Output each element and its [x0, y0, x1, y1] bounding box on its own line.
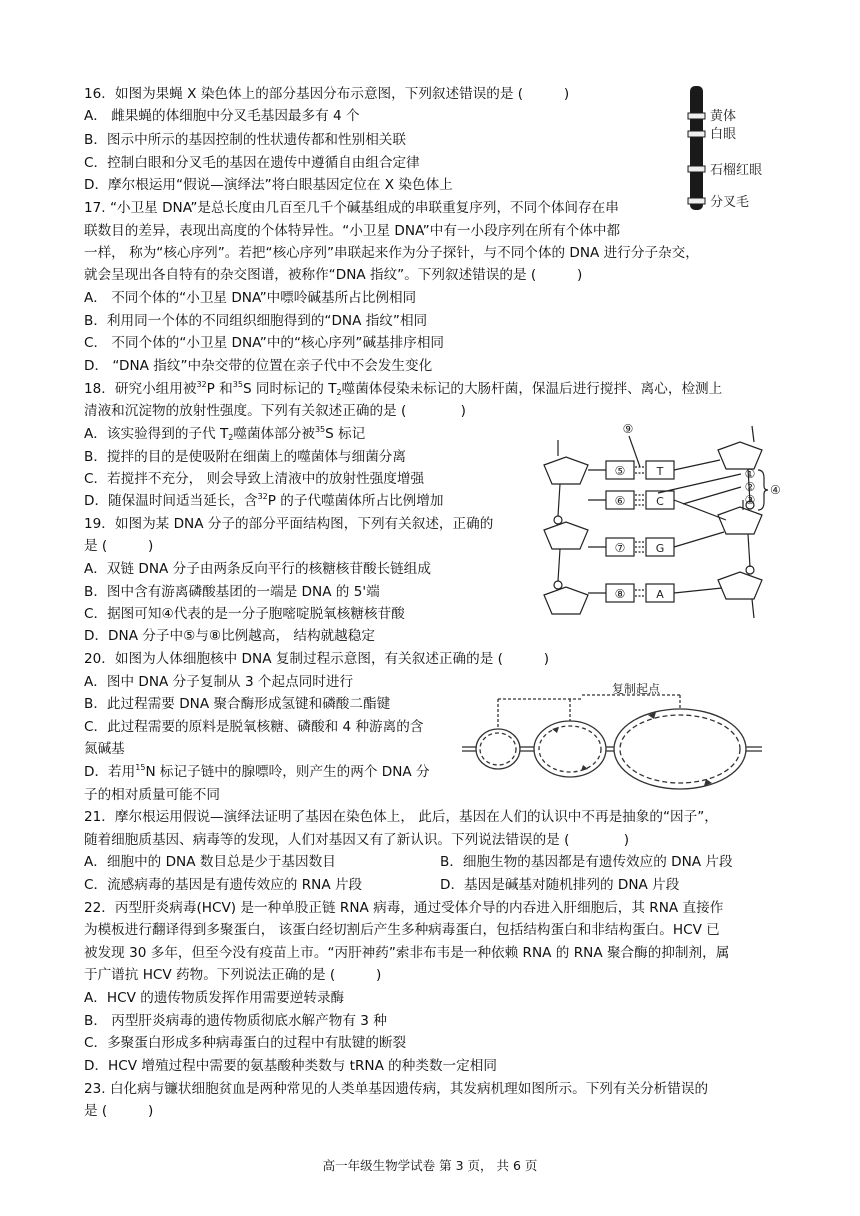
q22-stem-line3: 被发现 30 多年，但至今没有疫苗上市。“丙肝神药”索非布韦是一种依赖 RNA 的 RNA 聚合酶的抑制剂，属: [84, 945, 730, 961]
q22-stem-line2: 为模板进行翻译得到多聚蛋白， 该蛋白经切割后产生多种病毒蛋白，包括结构蛋白和非结构蛋白。HCV 已: [84, 922, 720, 938]
q20-option-a: A．图中 DNA 分子复制从 3 个起点同时进行: [84, 674, 354, 690]
q17-option-a: A． 不同个体的“小卫星 DNA”中嘌呤碱基所占比例相同: [84, 290, 417, 306]
q21-stem-line1: 21．摩尔根运用假说—演绎法证明了基因在染色体上， 此后，基因在人们的认识中不再是抽象的“因子”，: [84, 809, 718, 825]
q18-option-c: C．若搅拌不充分， 则会导致上清液中的放射性强度增强: [84, 471, 425, 487]
q22-option-b: B． 丙型肝炎病毒的遗传物质彻底水解产物有 3 种: [84, 1013, 387, 1029]
q22-option-c: C．多聚蛋白形成多种病毒蛋白的过程中有肽键的断裂: [84, 1035, 407, 1051]
q22-stem-line4: 于广谱抗 HCV 药物。下列说法正确的是 ( ): [84, 967, 382, 983]
dna-label-1: ①: [744, 467, 756, 481]
q19-option-a: A．双链 DNA 分子由两条反向平行的核糖核苷酸长链组成: [84, 561, 431, 577]
replication-origin-label: 复制起点: [612, 682, 661, 696]
q16-option-b: B．图示中所示的基因控制的性状遗传都和性别相关联: [84, 132, 406, 148]
q18-option-a: A．该实验得到的子代 $T_2$噬菌体部分被$^{35}$S 标记: [84, 425, 366, 442]
dna-label-2: ②: [744, 480, 756, 494]
q20-option-d-line2: 子的相对质量可能不同: [84, 787, 220, 803]
q21-stem-line2: 随着细胞质基因、病毒等的发现，人们对基因又有了新认识。下列说法错误的是 ( ): [84, 832, 630, 848]
dna-base-t: T: [656, 465, 664, 478]
q19-option-d: D．DNA 分子中⑤与⑧比例越高， 结构就越稳定: [84, 628, 375, 644]
q21-option-b: B．细胞生物的基因都是有遗传效应的 DNA 片段: [440, 854, 733, 870]
q18-stem-line2: 清液和沉淀物的放射性强度。下列有关叙述正确的是 ( ): [84, 403, 466, 419]
q17-stem-line4: 就会呈现出各自特有的杂交图谱，被称作“DNA 指纹”。下列叙述错误的是 ( ): [84, 267, 583, 283]
q22-stem-line1: 22．丙型肝炎病毒(HCV) 是一种单股正链 RNA 病毒，通过受体介导的内吞进入肝细胞后，其 RNA 直接作: [84, 900, 724, 916]
dna-label-9: ⑨: [622, 422, 634, 436]
q16-option-d: D．摩尔根运用“假说—演绎法”将白眼基因定位在 X 染色体上: [84, 177, 453, 193]
page-footer: 高一年级生物学试卷 第 3 页， 共 6 页: [322, 1158, 538, 1173]
q19-option-b: B．图中含有游离磷酸基团的一端是 DNA 的 5'端: [84, 584, 380, 600]
q20-option-b: B．此过程需要 DNA 聚合酶形成氢键和磷酸二酯键: [84, 696, 391, 712]
gene-label-yellow-body: 黄体: [710, 109, 737, 124]
q17-stem-line1: 17. “小卫星 DNA”是总长度由几百至几千个碱基组成的串联重复序列，不同个体间存在串: [84, 200, 619, 216]
dna-label-5: ⑤: [614, 464, 626, 478]
q22-option-a: A．HCV 的遗传物质发挥作用需要逆转录酶: [84, 990, 345, 1006]
dna-label-3: ③: [744, 493, 756, 507]
q17-option-c: C． 不同个体的“小卫星 DNA”中的“核心序列”碱基排序相同: [84, 335, 445, 351]
q22-option-d: D．HCV 增殖过程中需要的氨基酸种类数与 tRNA 的种类数一定相同: [84, 1058, 497, 1074]
q18-option-b: B．搅拌的目的是使吸附在细菌上的噬菌体与细菌分离: [84, 449, 406, 465]
dna-label-8: ⑧: [614, 587, 626, 601]
q20-stem: 20．如图为人体细胞核中 DNA 复制过程示意图，有关叙述正确的是 ( ): [84, 651, 550, 667]
q20-option-c-line2: 氮碱基: [84, 741, 125, 757]
q17-stem-line3: 一样， 称为“核心序列”。若把“核心序列”串联起来作为分子探针，与不同个体的 DNA 进行分子杂交，: [84, 245, 699, 261]
q16-option-c: C．控制白眼和分叉毛的基因在遗传中遵循自由组合定律: [84, 155, 420, 171]
q18-option-d: D．随保温时间适当延长，含$^{32}$P 的子代噬菌体所占比例增加: [84, 492, 444, 509]
q19-stem-line1: 19．如图为某 DNA 分子的部分平面结构图，下列有关叙述，正确的: [84, 516, 494, 532]
q17-option-b: B．利用同一个体的不同组织细胞得到的“DNA 指纹”相同: [84, 313, 428, 329]
dna-base-g: G: [655, 542, 665, 555]
dna-label-7: ⑦: [614, 541, 626, 555]
gene-label-forked-bristle: 分叉毛: [710, 195, 750, 210]
q17-stem-line2: 联数目的差异，表现出高度的个体特异性。“小卫星 DNA”中有一小段序列在所有个体中都: [84, 223, 621, 239]
dna-replication-figure: [462, 682, 782, 795]
gene-label-white-eye: 白眼: [710, 127, 737, 142]
dna-structure-figure: [538, 420, 781, 625]
dna-base-a: A: [656, 588, 664, 601]
x-chromosome-figure: [688, 84, 788, 214]
q16-option-a: A． 雌果蝇的体细胞中分叉毛基因最多有 4 个: [84, 108, 360, 124]
q23-stem-line1: 23. 白化病与镰状细胞贫血是两种常见的人类单基因遗传病，其发病机理如图所示。下列有关分析错误的: [84, 1081, 709, 1097]
q21-option-d: D．基因是碱基对随机排列的 DNA 片段: [440, 877, 680, 893]
dna-label-6: ⑥: [614, 494, 626, 508]
q21-option-a: A．细胞中的 DNA 数目总是少于基因数目: [84, 854, 336, 870]
dna-label-4: ④: [770, 483, 781, 497]
q19-option-c: C．据图可知④代表的是一分子胞嘧啶脱氧核糖核苷酸: [84, 606, 405, 622]
q23-stem-line2: 是 ( ): [84, 1103, 154, 1119]
q18-stem-line1: 18．研究小组用被$^{32}$P 和$^{35}$S 同时标记的 $T_2$噬菌体侵染未标记的大肠杆菌，保温后进行搅拌、离心，检测上: [84, 380, 723, 397]
q16-stem: 16．如图为果蝇 X 染色体上的部分基因分布示意图，下列叙述错误的是 ( ): [84, 86, 570, 102]
gene-label-garnet-eye: 石榴红眼: [710, 163, 763, 178]
q20-option-d-line1: D．若用$^{15}$N 标记子链中的腺嘌呤，则产生的两个 DNA 分: [84, 763, 430, 780]
q21-option-c: C．流感病毒的基因是有遗传效应的 RNA 片段: [84, 877, 363, 893]
q20-option-c-line1: C．此过程需要的原料是脱氧核糖、磷酸和 4 种游离的含: [84, 719, 424, 735]
q19-stem-line2: 是 ( ): [84, 538, 154, 554]
dna-base-c: C: [656, 495, 664, 508]
q17-option-d: D． “DNA 指纹”中杂交带的位置在亲子代中不会发生变化: [84, 358, 433, 374]
